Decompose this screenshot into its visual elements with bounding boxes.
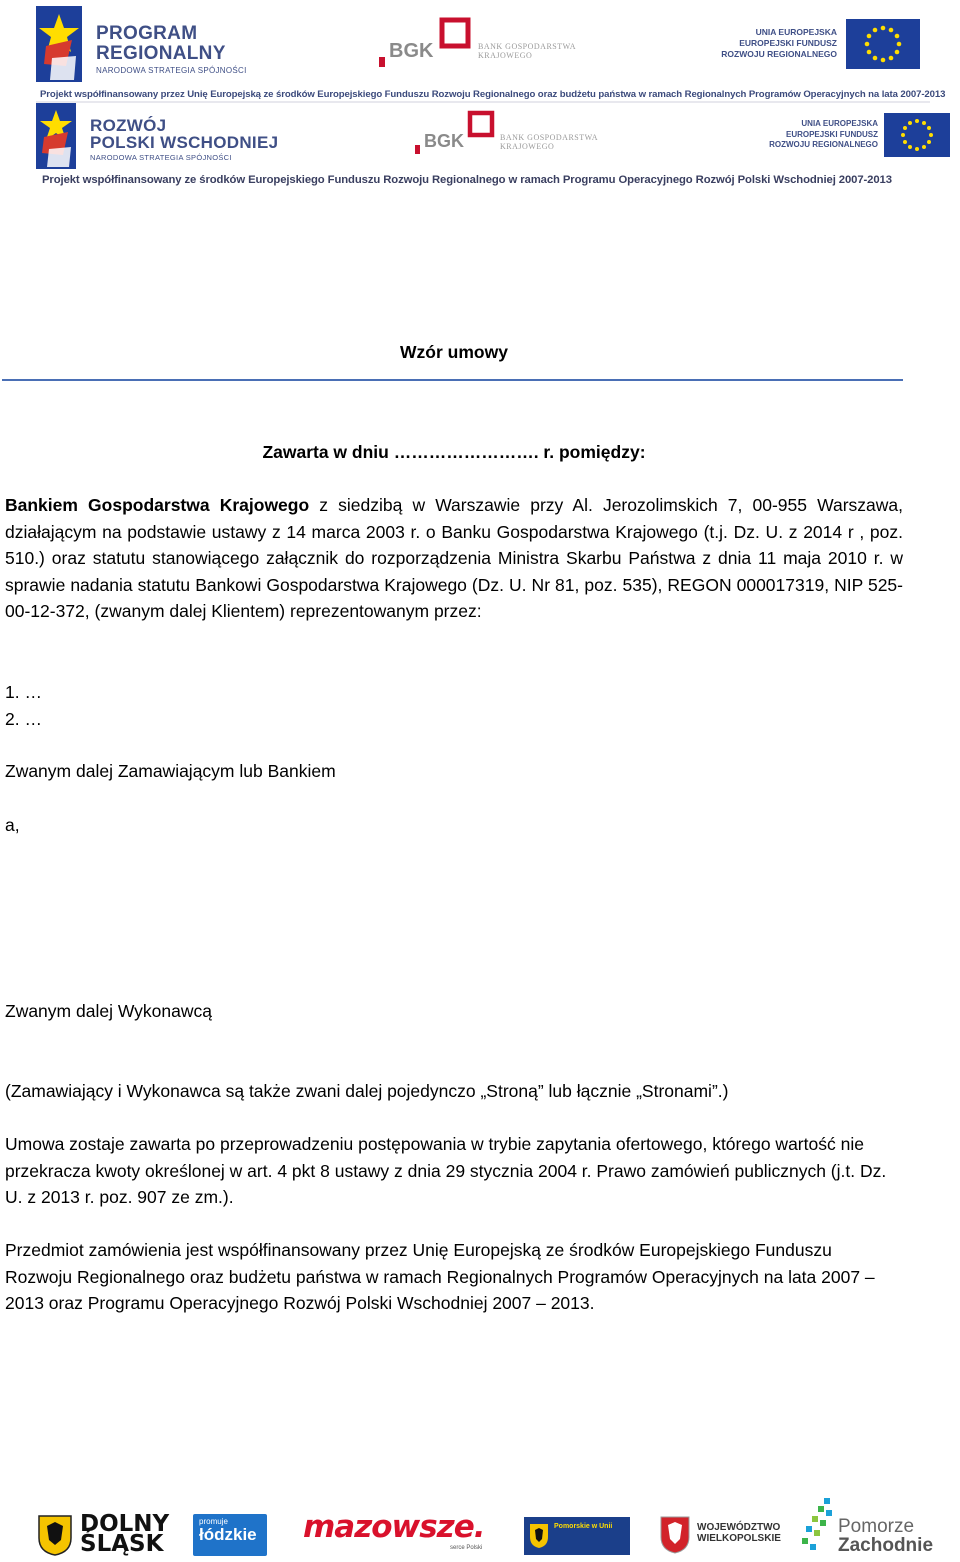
representative-2: 2. …	[5, 709, 42, 729]
wielkopolskie-crest-icon	[659, 1515, 691, 1555]
and-line: a,	[5, 815, 20, 835]
party-1-details: z siedzibą w Warszawie przy Al. Jerozolimskich 7, 00-955 Warszawa, działającym na podstawie ustawy z 14 marca 2003 r. o Banku Gospodarstwa Krajowego (t.j. Dz. U. z 2014 r , poz. 510.) oraz statutu stanowiącego załącznik do rozporządzenia Ministra Skarbu Państwa z dnia 11 maja 2010 r. w sprawie nadania statutu Bankowi Gospodarstwa Krajowego (Dz. U. Nr 81, poz. 535), REGON 000017319, NIP 525-00-12-372, (zwanym dalej Klientem) reprezentowanym przez:	[5, 495, 903, 621]
called-contractor: Zwanym dalej Wykonawcą	[5, 1001, 213, 1021]
eu-text: UNIA EUROPEJSKA EUROPEJSKI FUNDUSZ ROZWOJU REGIONALNEGO	[769, 119, 878, 149]
pomorze-zachodnie-mosaic-icon	[798, 1498, 838, 1556]
concluded-line: Zawarta w dniu ……………………. r. pomiędzy:	[262, 442, 646, 462]
program-regionalny-logo-icon	[36, 6, 82, 82]
bgk-wordmark: BGK	[424, 131, 464, 151]
bgk-wordmark: BGK	[389, 40, 434, 62]
rozwoj-polski-wschodniej-logo-icon	[36, 103, 76, 169]
paragraph-cofinancing: Przedmiot zamówienia jest współfinansowany przez Unię Europejską ze środków Europejskiego Funduszu Rozwoju Regionalnego oraz budżetu państwa w ramach Regionalnych Programów Operacyjnych na lata 2007 – 2013 oraz Programu Operacyjnego Rozwój Polski Wschodniej 2007 – 2013.	[5, 1240, 875, 1313]
representative-1: 1. …	[5, 682, 42, 702]
wielkopolskie-wordmark: WOJEWÓDZTWO WIELKOPOLSKIE	[697, 1522, 781, 1544]
parties-note: (Zamawiający i Wykonawca są także zwani dalej pojedynczo „Stroną” lub łącznie „Stronami”.)	[5, 1081, 729, 1101]
header-banner-1-rule	[36, 101, 930, 103]
program-regionalny-wordmark: PROGRAM REGIONALNY NARODOWA STRATEGIA SPÓJNOŚCI	[96, 23, 247, 75]
lodzkie-logo: promuje łódzkie	[193, 1514, 267, 1556]
rozwoj-polski-wschodniej-wordmark: ROZWÓJ POLSKI WSCHODNIEJ NARODOWA STRATEGIA SPÓJNOŚCI	[90, 116, 279, 162]
mazowsze-tagline: serce Polski	[450, 1545, 483, 1551]
header-banner-1: Projekt współfinansowany przez Unię Europejską ze środków Europejskiego Funduszu Rozwoju Regionalnego oraz budżetu państwa w ramach Regionalnych Programów Operacyjnych na lata 2007-2013	[40, 89, 946, 100]
eu-text: UNIA EUROPEJSKA EUROPEJSKI FUNDUSZ ROZWOJU REGIONALNEGO	[721, 27, 837, 59]
party-1-name: Bankiem Gospodarstwa Krajowego	[5, 495, 310, 515]
eu-flag-icon	[884, 113, 950, 157]
header-banner-2: Projekt współfinansowany ze środków Europejskiego Funduszu Rozwoju Regionalnego w ramach Programu Operacyjnego Rozwój Polski Wschodniej 2007-2013	[42, 174, 892, 186]
dolny-slask-wordmark: DOLNY ŚLĄSK	[80, 1511, 170, 1557]
title-underline-rule	[2, 379, 903, 381]
eu-flag-icon	[846, 19, 920, 69]
party-1-paragraph	[5, 492, 903, 625]
page-title: Wzór umowy	[400, 342, 508, 362]
pomorskie-crest-icon	[529, 1523, 549, 1549]
mazowsze-wordmark: mazowsze.	[303, 1509, 485, 1545]
bgk-full-name: BANK GOSPODARSTWA KRAJOWEGO	[500, 133, 599, 151]
paragraph-procedure: Umowa zostaje zawarta po przeprowadzeniu postępowania w trybie zapytania ofertowego, którego wartość nie przekracza kwoty określonej w art. 4 pkt 8 ustawy z dnia 29 stycznia 2004 r. Prawo zamówień publicznych (j.t. Dz. U. z 2013 r. poz. 907 ze zm.).	[5, 1134, 887, 1207]
dolny-slask-crest-icon	[37, 1514, 73, 1556]
pomorze-zachodnie-wordmark: Pomorze Zachodnie	[838, 1516, 934, 1556]
called-ordering-party: Zwanym dalej Zamawiającym lub Bankiem	[5, 761, 336, 781]
pomorskie-logo: Pomorskie w Unii	[524, 1517, 630, 1555]
bgk-full-name: BANK GOSPODARSTWA KRAJOWEGO	[478, 42, 577, 60]
